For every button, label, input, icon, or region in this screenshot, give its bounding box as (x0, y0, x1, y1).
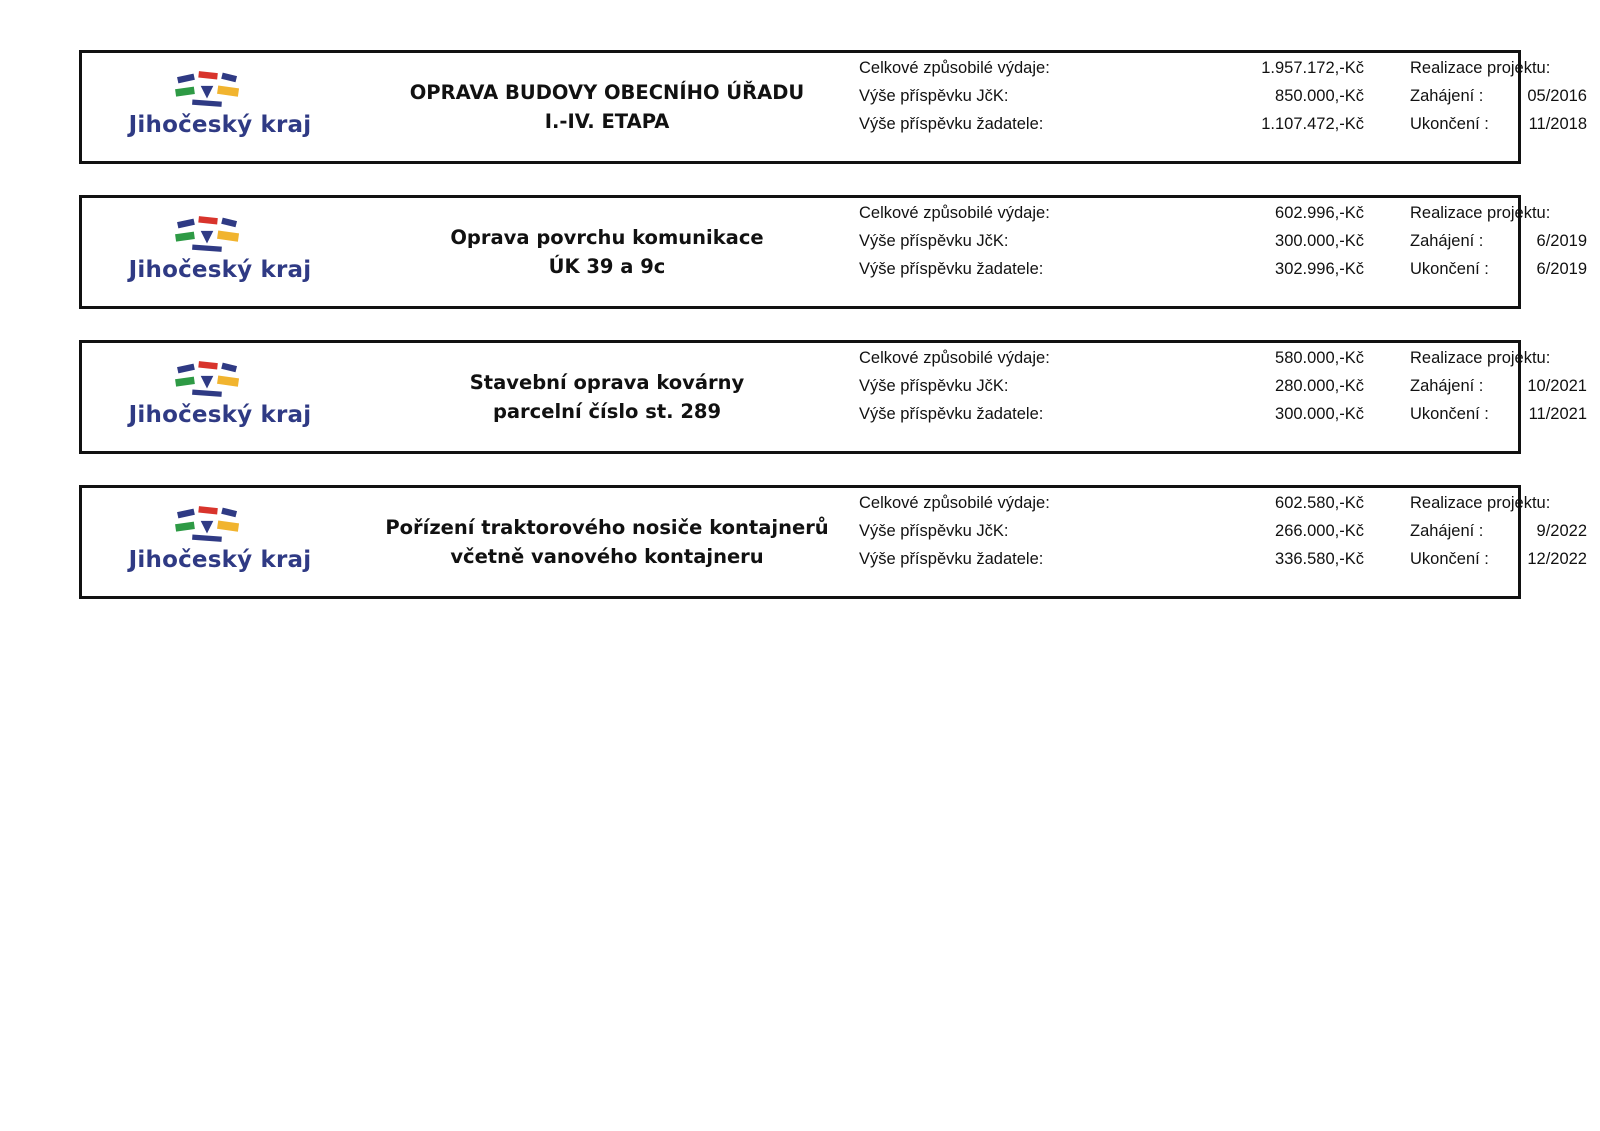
total-costs-label: Celkové způsobilé výdaje: (859, 204, 1050, 222)
project-title-line: ÚK 39 a 9c (548, 255, 666, 278)
region-emblem-icon (175, 69, 239, 109)
region-emblem-icon (175, 214, 239, 254)
jck-contribution-label: Výše příspěvku JčK: (859, 522, 1009, 540)
jck-contribution-value: 280.000,-Kč (1275, 377, 1364, 395)
end-label: Ukončení : (1410, 550, 1489, 568)
project-title-line: Pořízení traktorového nosiče kontajnerů (385, 516, 829, 539)
applicant-contribution-label: Výše příspěvku žadatele: (859, 550, 1044, 568)
total-costs-value: 602.580,-Kč (1275, 494, 1364, 512)
jck-contribution-label: Výše příspěvku JčK: (859, 232, 1009, 250)
end-label: Ukončení : (1410, 405, 1489, 423)
logo (120, 504, 320, 584)
project-title-line: parcelní číslo st. 289 (492, 400, 722, 423)
logo (120, 214, 320, 294)
start-label: Zahájení : (1410, 232, 1484, 250)
project-card (79, 195, 1587, 309)
realization-label: Realizace projektu: (1410, 204, 1551, 222)
start-label: Zahájení : (1410, 377, 1484, 395)
project-card (79, 50, 1587, 164)
end-label: Ukončení : (1410, 260, 1489, 278)
project-title (385, 488, 829, 596)
project-title-line: Stavební oprava kovárny (469, 371, 745, 394)
jck-contribution-label: Výše příspěvku JčK: (859, 87, 1009, 105)
start-date: 05/2016 (1527, 87, 1587, 105)
end-label: Ukončení : (1410, 115, 1489, 133)
total-costs-value: 1.957.172,-Kč (1261, 59, 1364, 77)
project-card (79, 485, 1587, 599)
total-costs-value: 602.996,-Kč (1275, 204, 1364, 222)
start-date: 10/2021 (1527, 377, 1587, 395)
start-label: Zahájení : (1410, 522, 1484, 540)
project-title (412, 343, 802, 451)
project-title (409, 53, 805, 161)
applicant-contribution-value: 336.580,-Kč (1275, 550, 1364, 568)
jck-contribution-value: 850.000,-Kč (1275, 87, 1364, 105)
logo-text: Jihočeský kraj (128, 112, 312, 138)
jck-contribution-value: 266.000,-Kč (1275, 522, 1364, 540)
logo-text: Jihočeský kraj (128, 257, 312, 283)
project-title-line: Oprava povrchu komunikace (450, 226, 764, 249)
total-costs-label: Celkové způsobilé výdaje: (859, 349, 1050, 367)
end-date: 6/2019 (1536, 260, 1587, 278)
applicant-contribution-value: 1.107.472,-Kč (1261, 115, 1364, 133)
applicant-contribution-value: 300.000,-Kč (1275, 405, 1364, 423)
end-date: 12/2022 (1527, 550, 1587, 568)
total-costs-label: Celkové způsobilé výdaje: (859, 59, 1050, 77)
applicant-contribution-label: Výše příspěvku žadatele: (859, 260, 1044, 278)
project-title-line: OPRAVA BUDOVY OBECNÍHO ÚŘADU (409, 81, 805, 104)
region-emblem-icon (175, 359, 239, 399)
start-date: 6/2019 (1536, 232, 1587, 250)
logo-text: Jihočeský kraj (128, 402, 312, 428)
project-card (79, 340, 1587, 454)
realization-label: Realizace projektu: (1410, 349, 1551, 367)
project-title-line: včetně vanového kontajneru (450, 545, 764, 568)
project-title (412, 198, 802, 306)
applicant-contribution-value: 302.996,-Kč (1275, 260, 1364, 278)
realization-label: Realizace projektu: (1410, 59, 1551, 77)
logo (120, 69, 320, 149)
end-date: 11/2021 (1528, 405, 1587, 423)
start-label: Zahájení : (1410, 87, 1484, 105)
end-date: 11/2018 (1528, 115, 1587, 133)
total-costs-label: Celkové způsobilé výdaje: (859, 494, 1050, 512)
total-costs-value: 580.000,-Kč (1275, 349, 1364, 367)
jck-contribution-label: Výše příspěvku JčK: (859, 377, 1009, 395)
project-title-line: I.-IV. ETAPA (544, 110, 670, 133)
region-emblem-icon (175, 504, 239, 544)
realization-label: Realizace projektu: (1410, 494, 1551, 512)
applicant-contribution-label: Výše příspěvku žadatele: (859, 405, 1044, 423)
applicant-contribution-label: Výše příspěvku žadatele: (859, 115, 1044, 133)
logo (120, 359, 320, 439)
start-date: 9/2022 (1536, 522, 1587, 540)
jck-contribution-value: 300.000,-Kč (1275, 232, 1364, 250)
logo-text: Jihočeský kraj (128, 547, 312, 573)
